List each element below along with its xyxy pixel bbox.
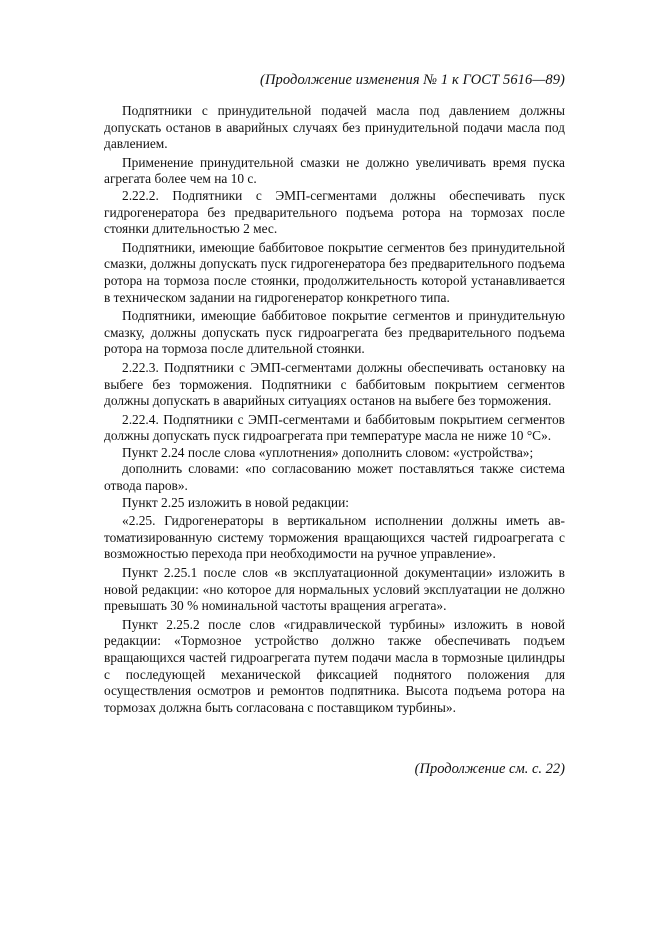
paragraph-6: 2.22.3. Подпятники с ЭМП-сегментами должны обеспечивать остановку на выбеге без торможения. Подпятники с баббитовым покрытием сегментов должны допускать в аварийных ситуациях останов на выбеге без торможения. (104, 359, 565, 409)
paragraph-7: 2.22.4. Подпятники с ЭМП-сегментами и баббитовым покрытием сегментов должны допускать пуск гидроагрегата при температуре масла не ниже 10 °С». (104, 411, 565, 444)
paragraph-12: Пункт 2.25.1 после слов «в эксплуатационной документации» изложить в новой редакции: «но которое для нормальных условий эксплуатации не должно превышать 30 % номинальной частоты вращения агрегата». (104, 565, 565, 614)
paragraph-9: дополнить словами: «по согласованию может поставляться также система отвода паров». (104, 461, 565, 494)
continuation-footer: (Продолжение см. с. 22) (414, 761, 565, 777)
paragraph-5: Подпятники, имеющие баббитовое покрытие сегментов и принудительную смазку, должны допускать пуск гидроагрегата без предварительного подъема ротора на тормоза после длительной стоянки. (104, 308, 565, 357)
continuation-header: (Продолжение изменения № 1 к ГОСТ 5616—89) (260, 72, 565, 88)
paragraph-1: Подпятники с принудительной подачей масла под давлением должны допускать останов в аварийных случаях без принудительной подачи масла под давлением. (104, 103, 565, 152)
paragraph-10: Пункт 2.25 изложить в новой редакции: (122, 494, 349, 510)
document-body (104, 103, 565, 716)
paragraph-8: Пункт 2.24 после слова «уплотнения» дополнить словом: «устройства»; (122, 444, 534, 460)
paragraph-3: 2.22.2. Подпятники с ЭМП-сегментами должны обеспечивать пуск гидрогенератора без предварительного подъема ротора на тормозах после стоянки длительностью 2 мес. (104, 187, 565, 237)
paragraph-11: «2.25. Гидрогенераторы в вертикальном исполнении должны иметь автоматизированную систему торможения вращающихся частей гидроагрегата с возможностью перехода при необходимости на ручное управление». (104, 513, 565, 562)
paragraph-2: Применение принудительной смазки не должно увеличивать время пуска агрегата более чем на 10 с. (104, 154, 565, 187)
paragraph-4: Подпятники, имеющие баббитовое покрытие сегментов без принудительной смазки, должны допускать пуск гидрогенератора без предварительного подъема ротора на тормоза после стоянки, продолжительность которой устанавливается в техническом задании на гидрогенератор конкретного типа. (104, 239, 565, 305)
paragraph-13: Пункт 2.25.2 после слов «гидравлической турбины» изложить в новой редакции: «Тормозное устройство должно также обеспечивать подъем вращающихся частей гидроагрегата путем подачи масла в тормозные цилиндры с последующей механической фиксацией поднятого положения для осуществления осмотров и ремонтов подпятника. Высота подъема ротора на тормозах должна быть согласована с поставщиком турбины». (104, 616, 565, 715)
